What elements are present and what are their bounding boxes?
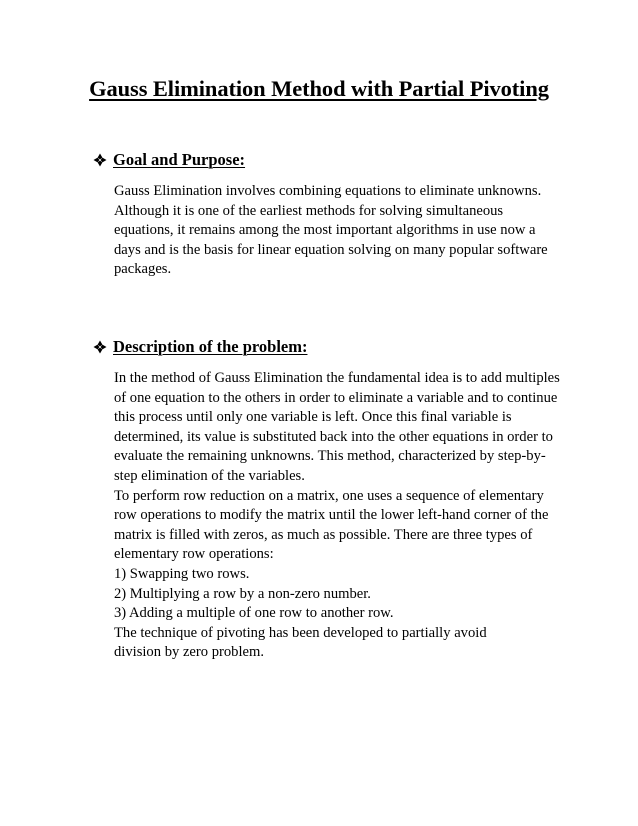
word: problem.	[211, 644, 265, 661]
word: zero	[182, 644, 209, 661]
word: has	[268, 624, 289, 641]
section-heading-text: Goal and Purpose:	[113, 150, 246, 169]
text-line: elementary row operations:	[114, 546, 274, 563]
list-item: 1) Swapping two rows.	[114, 565, 250, 582]
word: to	[386, 624, 399, 641]
diamond-dots-bullet-icon	[93, 153, 107, 167]
word: division	[114, 644, 162, 661]
text-line: Gauss Elimination involves combining equations to eliminate unknowns.	[114, 183, 542, 199]
text-line: this process until only one variable is left. Once this final variable is	[114, 409, 512, 426]
section-body	[114, 369, 573, 663]
text-line: row operations to modify the matrix until the lower left-hand corner of the	[114, 507, 549, 524]
section-heading	[93, 337, 573, 357]
text-line: days and is the basis for linear equation solving on many popular software	[114, 241, 548, 258]
list-item: 2) Multiplying a row by a non-zero number.	[114, 585, 371, 602]
word: developed	[323, 624, 384, 641]
section-goal-and-purpose	[93, 150, 573, 280]
text-line: step elimination of the variables.	[114, 467, 305, 484]
word: avoid	[454, 624, 487, 641]
section-heading	[93, 150, 573, 170]
diamond-dots-bullet-icon	[93, 340, 107, 354]
word: of	[200, 624, 213, 641]
section-description-of-the-problem	[93, 337, 573, 663]
word: by	[164, 644, 180, 661]
text-line	[114, 643, 272, 663]
text-line: determined, its value is substituted back into the other equations in order to	[114, 428, 553, 445]
word: partially	[401, 624, 451, 641]
text-line: matrix is filled with zeros, as much as possible. There are three types of	[114, 526, 533, 543]
text-line: To perform row reduction on a matrix, one uses a sequence of elementary	[114, 487, 544, 504]
word: pivoting	[216, 624, 266, 641]
list-item: 3) Adding a multiple of one row to another row.	[114, 605, 394, 622]
page-title: Gauss Elimination Method with Partial Pivoting	[89, 76, 549, 101]
text-line: In the method of Gauss Elimination the fundamental idea is to add multiples	[114, 370, 560, 386]
word: been	[292, 624, 320, 641]
text-line: of one equation to the others in order to eliminate a variable and to continue	[114, 389, 558, 406]
text-line: evaluate the remaining unknowns. This method, characterized by step-by-	[114, 448, 546, 465]
text-line: Although it is one of the earliest methods for solving simultaneous	[114, 202, 504, 219]
text-line	[114, 624, 519, 644]
word: The	[114, 624, 137, 641]
section-heading-text: Description of the problem:	[113, 337, 308, 356]
word: technique	[140, 624, 198, 641]
section-body	[114, 182, 573, 280]
text-line: equations, it remains among the most important algorithms in use now a	[114, 222, 536, 239]
text-line: packages.	[114, 261, 172, 278]
